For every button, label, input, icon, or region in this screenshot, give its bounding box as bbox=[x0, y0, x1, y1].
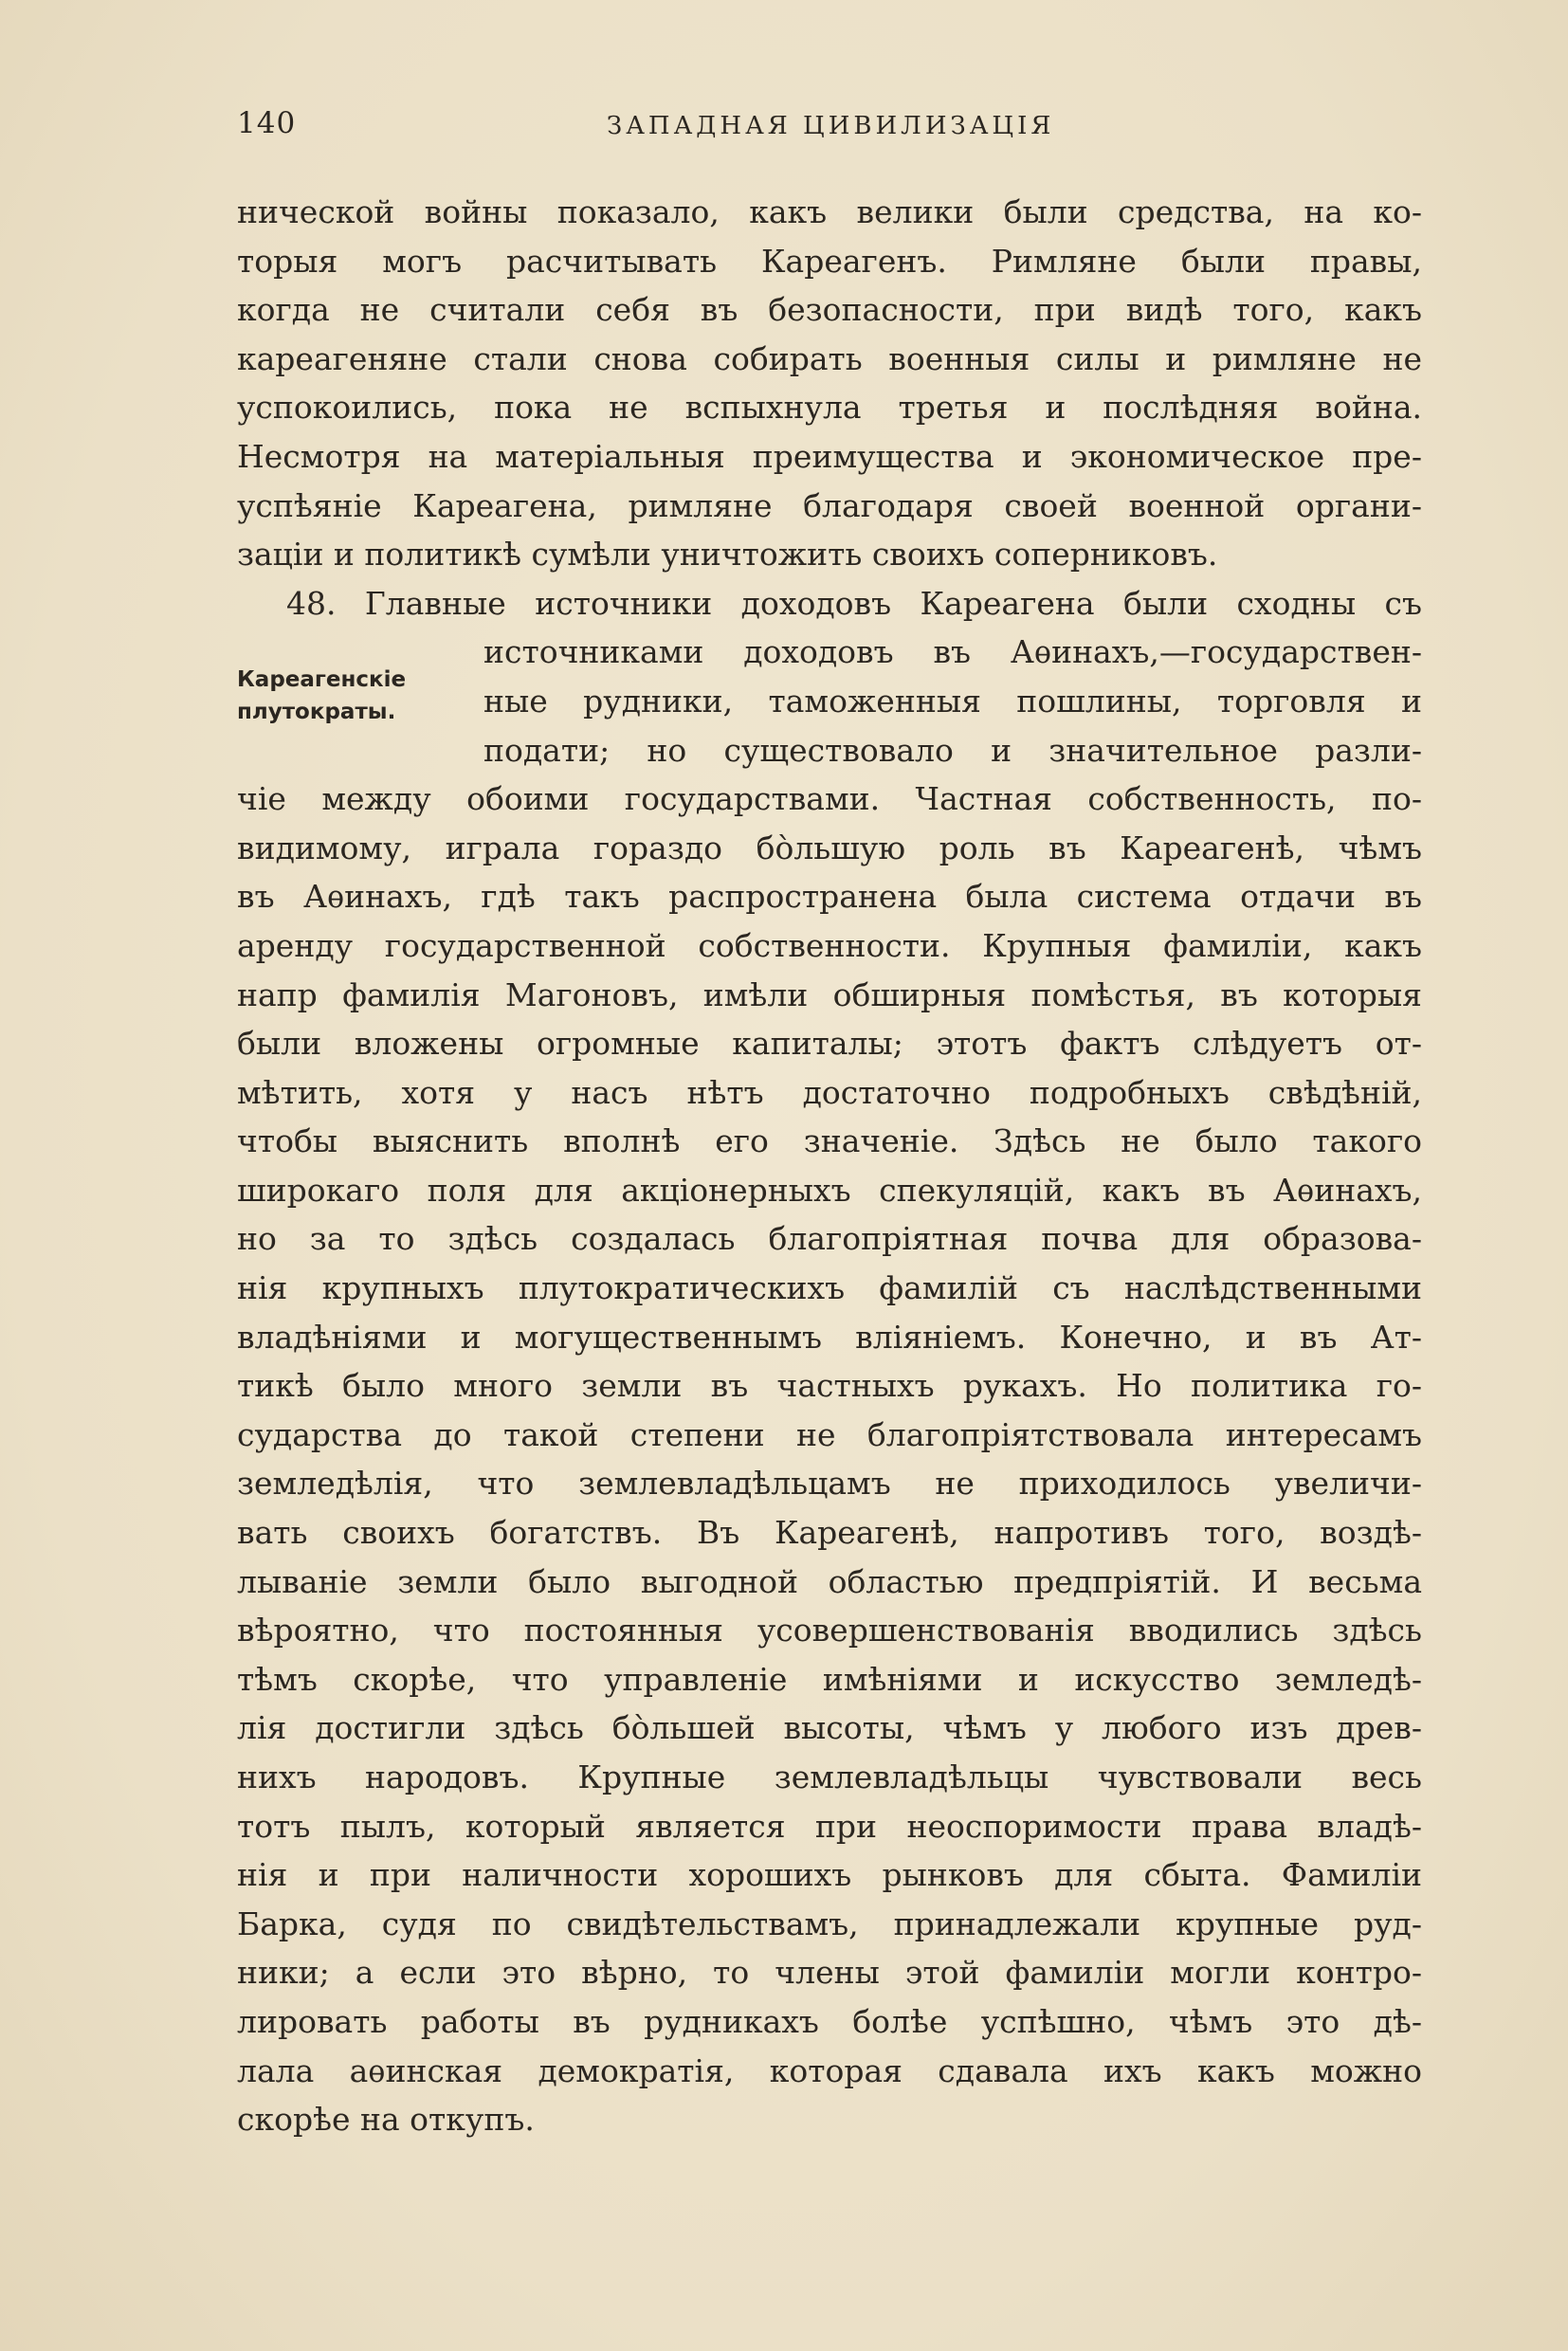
text-line: въ Аѳинахъ, гдѣ такъ распространена была система отдачи въ bbox=[237, 878, 1422, 916]
text-line: Барка, судя по свидѣтельствамъ, принадлежали крупные руд- bbox=[237, 1904, 1422, 1942]
text-line: лировать работы въ рудникахъ болѣе успѣшно, чѣмъ это дѣ- bbox=[237, 2002, 1422, 2040]
running-title: ЗАПАДНАЯ ЦИВИЛИЗАЦІЯ bbox=[607, 112, 1055, 140]
text-line: аренду государственной собственности. Крупныя фамиліи, какъ bbox=[237, 926, 1422, 964]
text-line: мѣтить, хотя у насъ нѣтъ достаточно подробныхъ свѣдѣній, bbox=[237, 1073, 1422, 1111]
text-line: ники; а если это вѣрно, то члены этой фамиліи могли контро- bbox=[237, 1954, 1422, 1992]
body-text bbox=[237, 188, 1422, 2144]
text-line: но за то здѣсь создалась благопріятная почва для образова- bbox=[237, 1220, 1422, 1258]
text-line: были вложены огромные капиталы; этотъ фактъ слѣдуетъ от- bbox=[237, 1025, 1422, 1063]
text-line: источниками доходовъ въ Аѳинахъ,—государствен- bbox=[483, 633, 1422, 671]
margin-note-line: плутократы. bbox=[237, 700, 396, 724]
text-line: нія крупныхъ плутократическихъ фамилій съ наслѣдственными bbox=[237, 1269, 1422, 1307]
text-line: когда не считали себя въ безопасности, при видѣ того, какъ bbox=[237, 291, 1422, 329]
text-line: успокоились, пока не вспыхнула третья и послѣдняя война. bbox=[237, 389, 1422, 427]
text-line: нія и при наличности хорошихъ рынковъ для сбыта. Фамиліи bbox=[237, 1856, 1422, 1894]
text-line: торыя могъ расчитывать Кареагенъ. Римляне были правы, bbox=[237, 242, 1422, 280]
text-line: тѣмъ скорѣе, что управленіе имѣніями и искусство земледѣ- bbox=[237, 1660, 1422, 1698]
text-line: тикѣ было много земли въ частныхъ рукахъ. Но политика го- bbox=[237, 1367, 1422, 1405]
text-line: тотъ пылъ, который является при неоспоримости права владѣ- bbox=[237, 1807, 1422, 1845]
text-line: нихъ народовъ. Крупные землевладѣльцы чувствовали весь bbox=[237, 1759, 1422, 1795]
text-line: вать своихъ богатствъ. Въ Кареагенѣ, напротивъ того, воздѣ- bbox=[237, 1514, 1422, 1552]
text-line: лываніе земли было выгодной областью предпріятій. И весьма bbox=[237, 1562, 1422, 1600]
text-line: чтобы выяснить вполнѣ его значеніе. Здѣсь не было такого bbox=[237, 1122, 1422, 1160]
text-line: заціи и политикѣ сумѣли уничтожить своихъ соперниковъ. bbox=[237, 536, 1218, 574]
text-line: подати; но существовало и значительное разли- bbox=[483, 731, 1422, 769]
margin-note-line: Кареагенскіе bbox=[237, 667, 407, 692]
text-line: успѣяніе Кареагена, римляне благодаря своей военной органи- bbox=[237, 486, 1422, 524]
text-line: земледѣлія, что землевладѣльцамъ не приходилось увеличи- bbox=[237, 1465, 1422, 1503]
text-line: видимому, играла гораздо бо̀льшую роль въ Кареагенѣ, чѣмъ bbox=[237, 829, 1422, 866]
text-line: напр фамилія Магоновъ, имѣли обширныя помѣстья, въ которыя bbox=[237, 975, 1422, 1013]
text-line: широкаго поля для акціонерныхъ спекуляцій, какъ въ Аѳинахъ, bbox=[237, 1171, 1422, 1209]
text-line: владѣніями и могущественнымъ вліяніемъ. Конечно, и въ Ат- bbox=[237, 1318, 1422, 1356]
text-line: кареагеняне стали снова собирать военныя силы и римляне не bbox=[237, 339, 1422, 377]
text-line: скорѣе на откупъ. bbox=[237, 2101, 535, 2139]
page-number: 140 bbox=[237, 106, 297, 140]
text-line: лала аѳинская демократія, которая сдавала ихъ какъ можно bbox=[237, 2051, 1422, 2089]
text-line: ные рудники, таможенныя пошлины, торговля и bbox=[483, 682, 1422, 720]
text-line: чіе между обоими государствами. Частная собственность, по- bbox=[237, 780, 1422, 818]
text-line: Несмотря на матеріальныя преимущества и экономическое пре- bbox=[237, 437, 1422, 475]
text-line: вѣроятно, что постоянныя усовершенствованія вводились здѣсь bbox=[237, 1612, 1422, 1649]
paragraph-start-line: 48. Главные источники доходовъ Кареагена были сходны съ bbox=[286, 584, 1422, 622]
text-line: сударства до такой степени не благопріятствовала интересамъ bbox=[237, 1415, 1422, 1453]
text-line: нической войны показало, какъ велики были средства, на ко- bbox=[237, 193, 1422, 230]
text-line: лія достигли здѣсь бо̀льшей высоты, чѣмъ у любого изъ древ- bbox=[237, 1709, 1422, 1747]
